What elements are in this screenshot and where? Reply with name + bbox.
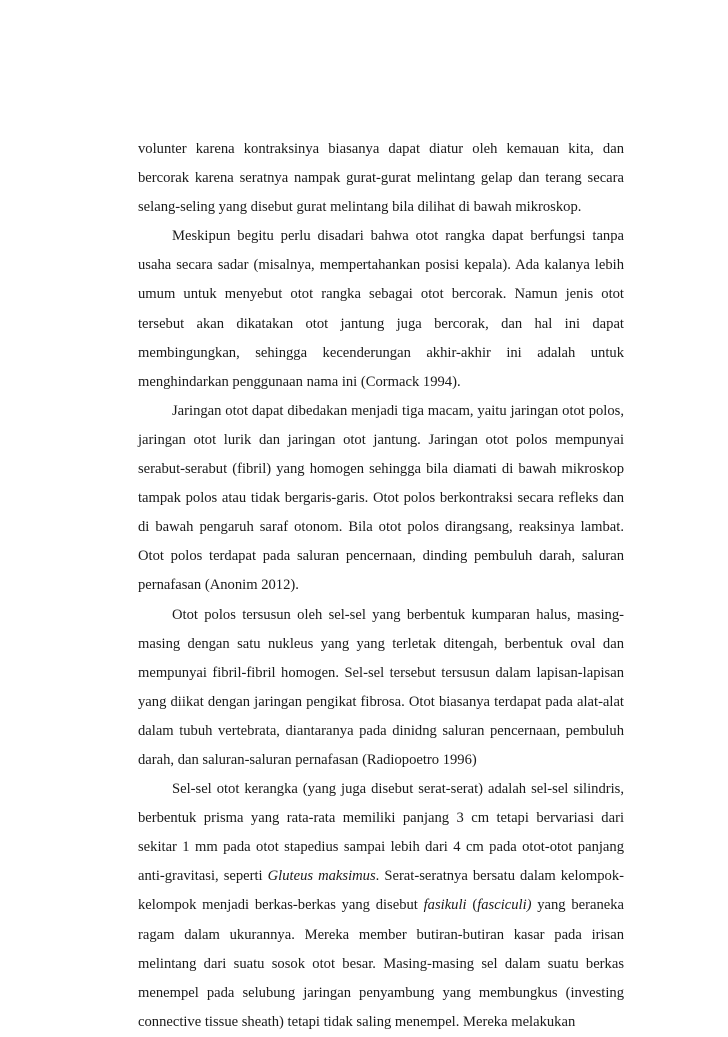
paragraph-4 (138, 601, 624, 776)
text-run: yang beraneka ragam dalam ukurannya. Mereka member butiran-butiran kasar pada irisan melintang dari suatu sosok otot besar. Masing-masing sel dalam suatu berkas menempel pada selubung jaringan penyambung yang membungkus (investing connective tissue sheath) tetapi tidak saling menempel. Mereka melakukan (138, 897, 624, 1030)
paragraph-3 (138, 397, 624, 601)
text-run: Otot polos tersusun oleh sel-sel yang berbentuk kumparan halus, masing-masing dengan satu nukleus yang yang terletak ditengah, berbentuk oval dan mempunyai fibril-fibril homogen. Sel-sel tersebut tersusun dalam lapisan-lapisan yang diikat dengan jaringan pengikat fibrosa. Otot biasanya terdapat pada alat-alat dalam tubuh vertebrata, diantaranya pada dinidng saluran pencernaan, pembuluh darah, dan saluran-saluran pernafasan (Radiopoetro 1996) (138, 606, 624, 768)
text-run: . Serat-seratnya bersatu dalam kelompok-kelompok menjadi berkas-berkas yang disebut (138, 868, 624, 914)
paragraph-5 (138, 775, 624, 1037)
text-run: ( (466, 897, 478, 914)
paragraph-2 (138, 222, 624, 397)
italic-term: fasciculi) (477, 897, 532, 914)
italic-term: fasikuli (423, 897, 467, 914)
text-run: Sel-sel otot kerangka (yang juga disebut serat-serat) adalah sel-sel silindris, berbentuk prisma yang rata-rata memiliki panjang 3 cm tetapi bervariasi dari sekitar 1 mm pada otot stapedius sampai lebih dari 4 cm pada otot-otot panjang anti-gravitasi, seperti (138, 781, 624, 885)
paragraph-1 (138, 135, 624, 222)
italic-term: Gluteus maksimus (267, 868, 376, 885)
body-text (138, 135, 624, 1037)
text-run: Meskipun begitu perlu disadari bahwa otot rangka dapat berfungsi tanpa usaha secara sadar (misalnya, mempertahankan posisi kepala). Ada kalanya lebih umum untuk menyebut otot rangka sebagai otot bercorak. Namun jenis otot tersebut akan dikatakan otot jantung juga bercorak, dan hal ini dapat membingungkan, sehingga kecenderungan akhir-akhir ini adalah untuk menghindarkan penggunaan nama ini (Cormack 1994). (138, 228, 624, 390)
text-run: Jaringan otot dapat dibedakan menjadi tiga macam, yaitu jaringan otot polos, jaringan otot lurik dan jaringan otot jantung. Jaringan otot polos mempunyai serabut-serabut (fibril) yang homogen sehingga bila diamati di bawah mikroskop tampak polos atau tidak bergaris-garis. Otot polos berkontraksi secara refleks dan di bawah pengaruh saraf otonom. Bila otot polos dirangsang, reaksinya lambat. Otot polos terdapat pada saluran pencernaan, dinding pembuluh darah, saluran pernafasan (Anonim 2012). (138, 402, 624, 594)
text-run: volunter karena kontraksinya biasanya dapat diatur oleh kemauan kita, dan bercorak karena seratnya nampak gurat-gurat melintang gelap dan terang secara selang-seling yang disebut gurat melintang bila dilihat di bawah mikroskop. (138, 141, 624, 216)
